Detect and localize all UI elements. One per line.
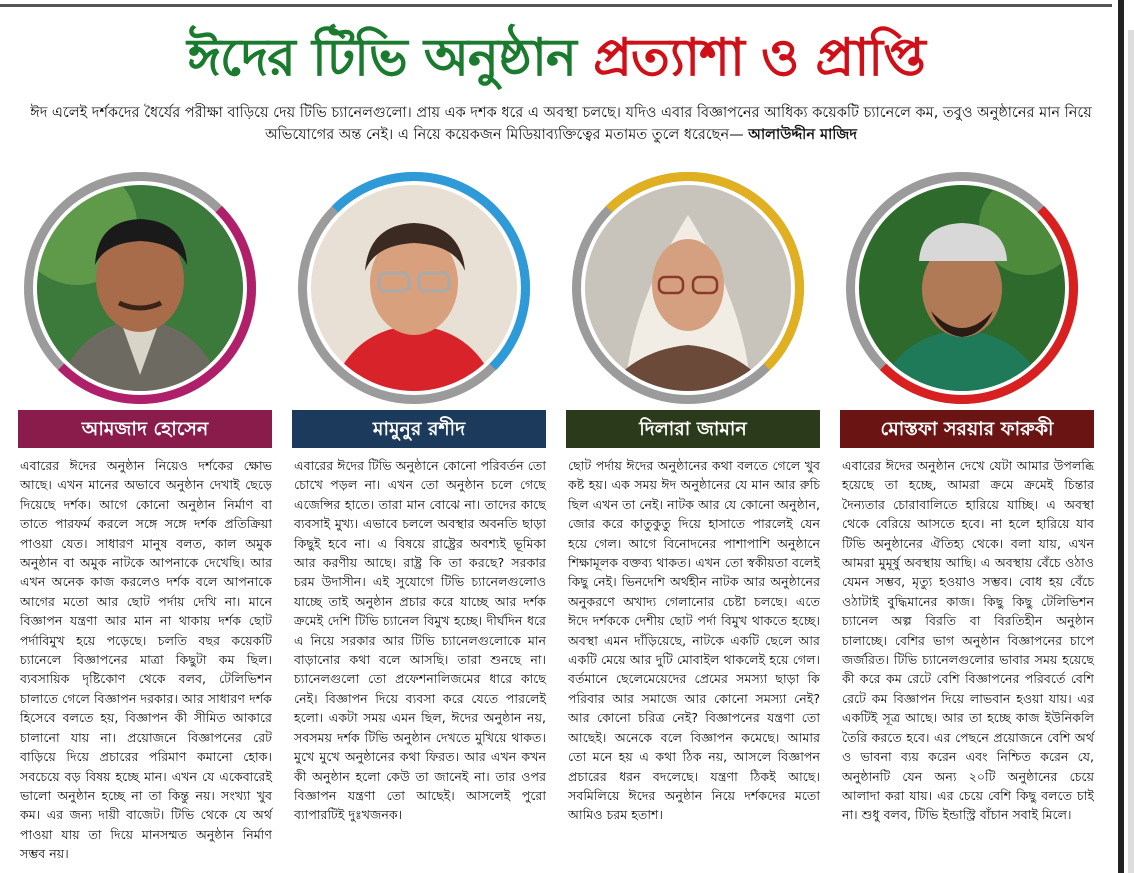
name-bar — [18, 410, 272, 448]
headline-part2: প্রত্যাশা ও প্রাপ্তি — [593, 28, 925, 88]
name-bar — [292, 410, 546, 448]
person-name: দিলারা জামান — [639, 418, 747, 440]
person-name: মামুনুর রশীদ — [372, 418, 466, 440]
opinion-text: এবারের ঈদের অনুষ্ঠান দেখে যেটা আমার উপলব্ধি হয়েছে তা হচ্ছে, আমরা ক্রমে ক্রমেই চিন্তার দৈন্যতার চোরাবালিতে হারিয়ে যাচ্ছি। এ অবস্থা থেকে বেরিয়ে আসতে হবে। না হলে হারিয়ে যাব টিভি অনুষ্ঠানের ঐতিহ্য থেকে। বলা যায়, এখন আমরা মুমূর্ষু অবস্থায় আছি। এ অবস্থায় বেঁচে ওঠাও যেমন সম্ভব, মৃত্যু হওয়াও সম্ভব। বোধ হয় বেঁচে ওঠাটাই বুদ্ধিমানের কাজ। কিছু কিছু টেলিভিশন চ্যানেল অল্প বিরতি বা বিরতিহীন অনুষ্ঠান চালাচ্ছে। বেশির ভাগ অনুষ্ঠান বিজ্ঞাপনের চাপে জর্জরিত। টিভি চ্যানেলগুলোর ভাবার সময় হয়েছে কী করে কম রেটে বেশি বিজ্ঞাপনের পরিবর্তে বেশি রেটে কম বিজ্ঞাপন দিয়ে লাভবান হওয়া যায়। এর একটিই সূত্র আছে। আর তা হচ্ছে কাজ ইউনিকলি তৈরি করতে হবে। এর পেছনে প্রয়োজনে বেশি অর্থ ও ভাবনা ব্যয় করেন এবং নিশ্চিত করেন যে, অনুষ্ঠানটি যেন অন্য ২০টি অনুষ্ঠানের চেয়ে আলাদা করা যায়। এর চেয়ে বেশি কিছু বলতে চাই না। শুধু বলব, টিভি ইন্ডাস্ট্রি বাঁচান সবাই মিলে। — [842, 458, 1094, 823]
portrait-frame — [24, 172, 256, 404]
headline — [0, 20, 1112, 96]
page-edge-shadow — [1128, 30, 1134, 873]
portrait-frame — [846, 172, 1078, 404]
person-name: মোস্তফা সরয়ার ফারুকী — [880, 418, 1054, 440]
intro-text: ঈদ এলেই দর্শকদের ধৈর্যের পরীক্ষা বাড়িয়ে দেয় টিভি চ্যানেলগুলো। প্রায় এক দশক ধরে এ অবস্থা চলছে। যদিও এবার বিজ্ঞাপনের আধিক্য কয়েকটি চ্যানেলে কম, তবুও অনুষ্ঠানের মান নিয়ে অভিযোগের অন্ত নেই। এ নিয়ে কয়েকজন মিডিয়াব্যক্তিত্বের মতামত তুলে ধরেছেন— — [30, 105, 1092, 143]
top-rule — [0, 4, 1112, 7]
opinion-card-1 — [18, 172, 274, 862]
intro-paragraph — [16, 102, 1106, 146]
portrait-photo — [37, 185, 243, 391]
opinion-card-2 — [292, 172, 548, 862]
byline: আলাউদ্দীন মাজিদ — [748, 127, 858, 143]
name-bar — [840, 410, 1094, 448]
opinion-card-4 — [840, 172, 1096, 862]
portrait-photo — [585, 185, 791, 391]
headline-part1: ঈদের টিভি অনুষ্ঠান — [187, 28, 576, 88]
name-bar — [566, 410, 820, 448]
opinion-text: এবারের ঈদের অনুষ্ঠান নিয়েও দর্শকের ক্ষোভ আছে। এখন মানের অভাবে অনুষ্ঠান দেখাই ছেড়ে দিয়েছে দর্শক। আগে কোনো অনুষ্ঠান নির্মাণ বা তাতে পারফর্ম করলে সঙ্গে সঙ্গে দর্শক প্রতিক্রিয়া পাওয়া যেত। সাধারণ মানুষ বলত, কাল অমুক অনুষ্ঠান বা অমুক নাটকে আপনাকে দেখেছি। আর এখন অনেক কাজ করলেও দর্শক বলে আপনাকে আগের মতো আর ছোট পর্দায় দেখি না। মানে বিজ্ঞাপন যন্ত্রণা আর মান না থাকায় দর্শক ছোট পর্দাবিমুখ হয়ে পড়েছে। চলতি বছর কয়েকটি চ্যানেলে বিজ্ঞাপনের মাত্রা কিছুটা কম ছিল। ব্যবসায়িক দৃষ্টিকোণ থেকে বলব, টেলিভিশন চালাতে গেলে বিজ্ঞাপন দরকার। আর সাধারণ দর্শক হিসেবে বলতে হয়, বিজ্ঞাপন কী সীমিত আকারে চালানো যায় না। প্রয়োজনে বিজ্ঞাপনের রেট বাড়িয়ে দিয়ে প্রচারের পরিমাণ কমানো হোক। সবচেয়ে বড় বিষয় হচ্ছে মান। এখন যে একেবারেই ভালো অনুষ্ঠান হচ্ছে না তা কিন্তু নয়। সংখ্যা খুব কম। এর জন্য দায়ী বাজেট। টিভি থেকে যে অর্থ পাওয়া যায় তা দিয়ে মানসম্মত অনুষ্ঠান নির্মাণ সম্ভব নয়। — [20, 458, 272, 862]
person-name: আমজাদ হোসেন — [81, 418, 209, 440]
portrait-frame — [298, 172, 530, 404]
page-edge-bar — [1118, 0, 1124, 873]
opinion-card-3 — [566, 172, 822, 862]
portrait-photo — [311, 185, 517, 391]
portrait-frame — [572, 172, 804, 404]
portrait-photo — [859, 185, 1065, 391]
opinion-text: এবারের ঈদের টিভি অনুষ্ঠানে কোনো পরিবর্তন তো চোখে পড়ল না। এখন তো অনুষ্ঠান চলে গেছে এজেন্সির হাতে। তারা মান বোঝে না। তাদের কাছে ব্যবসাই মুখ্য। এভাবে চললে অবস্থার অবনতি ছাড়া কিছুই হবে না। এ বিষয়ে রাষ্ট্রের অবশ্যই ভূমিকা আর করণীয় আছে। রাষ্ট্র কি তা করছে? সরকার চরম উদাসীন। এই সুযোগে টিভি চ্যানেলগুলোও যাচ্ছে তাই অনুষ্ঠান প্রচার করে যাচ্ছে আর দর্শক ক্রমেই দেশি টিভি চ্যানেল বিমুখ হচ্ছে। দীর্ঘদিন ধরে এ নিয়ে সরকার আর টিভি চ্যানেলগুলোকে মান বাড়ানোর কথা বলে আসছি। তারা শুনছে না। চ্যানেলগুলো তো প্রফেশনালিজমের ধারে কাছে নেই। বিজ্ঞাপন দিয়ে ব্যবসা করে যেতে পারলেই হলো। একটা সময় এমন ছিল, ঈদের অনুষ্ঠান নয়, সবসময় দর্শক টিভি অনুষ্ঠান দেখতে মুখিয়ে থাকত। মুখে মুখে অনুষ্ঠানের কথা ফিরত। আর এখন কখন কী অনুষ্ঠান হলো কেউ তা জানেই না। তার ওপর বিজ্ঞাপন যন্ত্রণা তো আছেই। আসলেই পুরো ব্যাপারটিই দুঃখজনক। — [294, 458, 546, 823]
opinion-text: ছোট পর্দায় ঈদের অনুষ্ঠানের কথা বলতে গেলে খুব কষ্ট হয়। এক সময় ঈদ অনুষ্ঠানের যে মান আর রুচি ছিল এখন তা নেই। নাটক আর যে কোনো অনুষ্ঠান, জোর করে কাতুকুতু দিয়ে হাসাতে পারলেই যেন হয়ে গেল। আগে বিনোদনের পাশাপাশি অনুষ্ঠানে শিক্ষামূলক বক্তব্য থাকত। এখন তো স্বকীয়তা বলেই কিছু নেই। ভিনদেশি অর্থহীন নাটক আর অনুষ্ঠানের অনুকরণে অখাদ্য গেলানোর চেষ্টা চলছে। এতে ঈদে দর্শককে দেশীয় ছোট পর্দা বিমুখ থাকতে হচ্ছে। অবস্থা এমন দাঁড়িয়েছে, নাটকে একটি ছেলে আর একটি মেয়ে আর দুটি মোবাইল থাকলেই হয়ে গেল। বর্তমানে ছেলেমেয়েদের প্রেমের সমস্যা ছাড়া কি পরিবার আর সমাজে আর কোনো সমস্যা নেই? আর কোনো চরিত্র নেই? বিজ্ঞাপনের যন্ত্রণা তো আছেই। অনেকে বলে বিজ্ঞাপন কমেছে। আমার তো মনে হয় এ কথা ঠিক নয়, আসলে বিজ্ঞাপন প্রচারের ধরন বদলেছে। যন্ত্রণা ঠিকই আছে। সবমিলিয়ে ঈদের অনুষ্ঠান নিয়ে দর্শকদের মতো আমিও চরম হতাশ। — [568, 458, 820, 823]
